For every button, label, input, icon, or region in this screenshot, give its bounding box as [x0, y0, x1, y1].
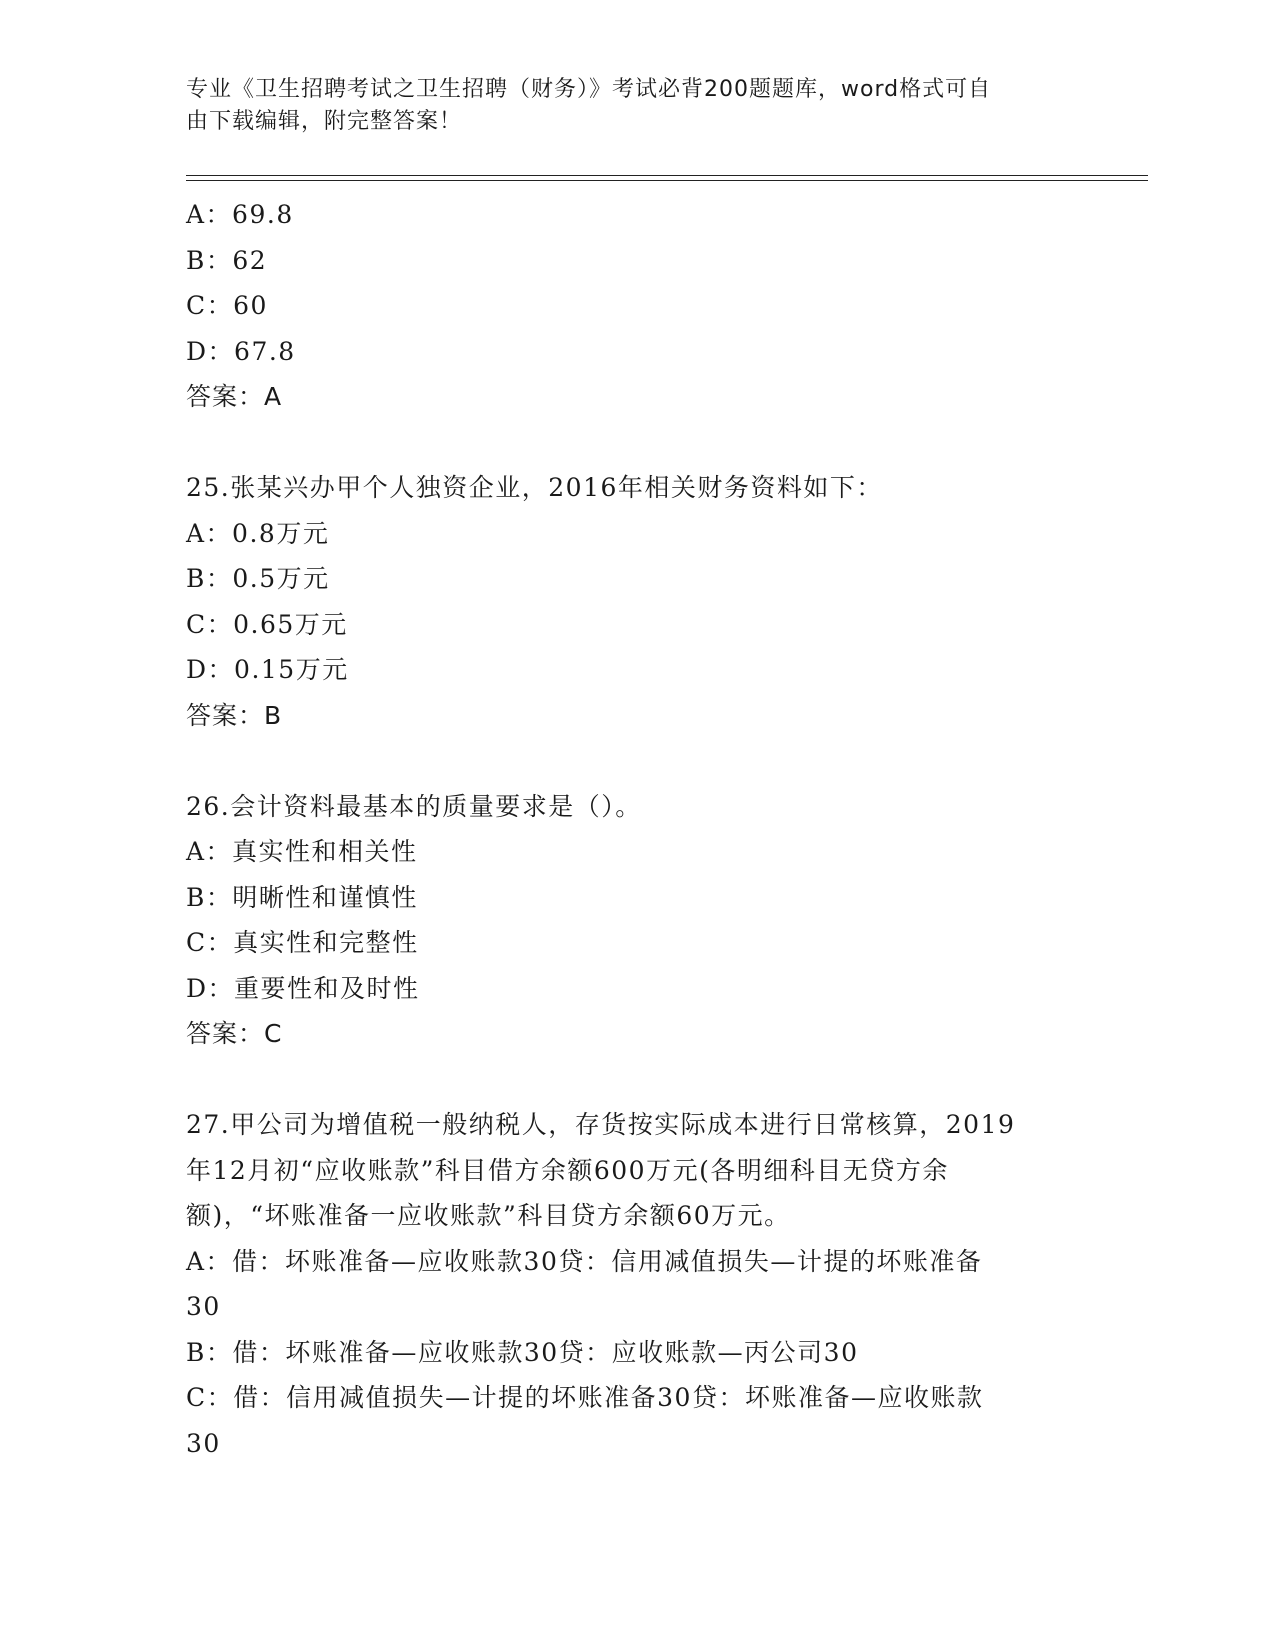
question-stem: 额)，“坏账准备一应收账款”科目贷方余额60万元。: [186, 1201, 791, 1230]
header-line-1: 专业《卫生招聘考试之卫生招聘（财务）》考试必背200题题库，word格式可自: [186, 77, 992, 102]
option-line: B：0.5万元: [186, 564, 330, 593]
option-line: 30: [186, 1292, 221, 1321]
answer-line: 答案：C: [186, 1019, 283, 1048]
spacer: [186, 1057, 1076, 1103]
document-header: [186, 74, 1066, 138]
question-content: [186, 192, 1076, 1466]
spacer: [186, 420, 1076, 466]
answer-line: 答案：A: [186, 382, 283, 411]
option-line: C：真实性和完整性: [186, 928, 419, 957]
option-line: D：重要性和及时性: [186, 973, 420, 1003]
header-divider-bottom: [186, 180, 1148, 181]
option-line: B：借：坏账准备—应收账款30贷：应收账款—丙公司30: [186, 1337, 859, 1367]
option-line: B：62: [186, 245, 268, 275]
question-stem: 年12月初“应收账款”科目借方余额600万元(各明细科目无贷方余: [186, 1155, 949, 1185]
option-line: B：明晰性和谨慎性: [186, 882, 418, 912]
question-block-27: [186, 1102, 1076, 1466]
spacer: [186, 738, 1076, 784]
option-line: 30: [186, 1428, 221, 1458]
question-block-24: [186, 192, 1076, 420]
option-line: A：0.8万元: [186, 518, 330, 548]
option-line: D：67.8: [186, 336, 296, 366]
header-divider-top: [186, 175, 1148, 176]
question-stem: 26.会计资料最基本的质量要求是（）。: [186, 791, 642, 821]
answer-line: 答案：B: [186, 700, 283, 730]
question-block-26: [186, 784, 1076, 1057]
question-stem: 27.甲公司为增值税一般纳税人，存货按实际成本进行日常核算，2019: [186, 1110, 1016, 1139]
option-line: A：借：坏账准备—应收账款30贷：信用减值损失—计提的坏账准备: [186, 1246, 983, 1276]
question-stem: 25.张某兴办甲个人独资企业，2016年相关财务资料如下：: [186, 473, 883, 502]
option-line: D：0.15万元: [186, 655, 349, 684]
option-line: C：60: [186, 291, 268, 320]
question-block-25: [186, 465, 1076, 738]
option-line: A：69.8: [186, 200, 294, 229]
option-line: C：借：信用减值损失—计提的坏账准备30贷：坏账准备—应收账款: [186, 1383, 984, 1412]
option-line: C：0.65万元: [186, 609, 348, 639]
option-line: A：真实性和相关性: [186, 837, 418, 866]
header-line-2: 由下载编辑，附完整答案！: [186, 109, 463, 134]
